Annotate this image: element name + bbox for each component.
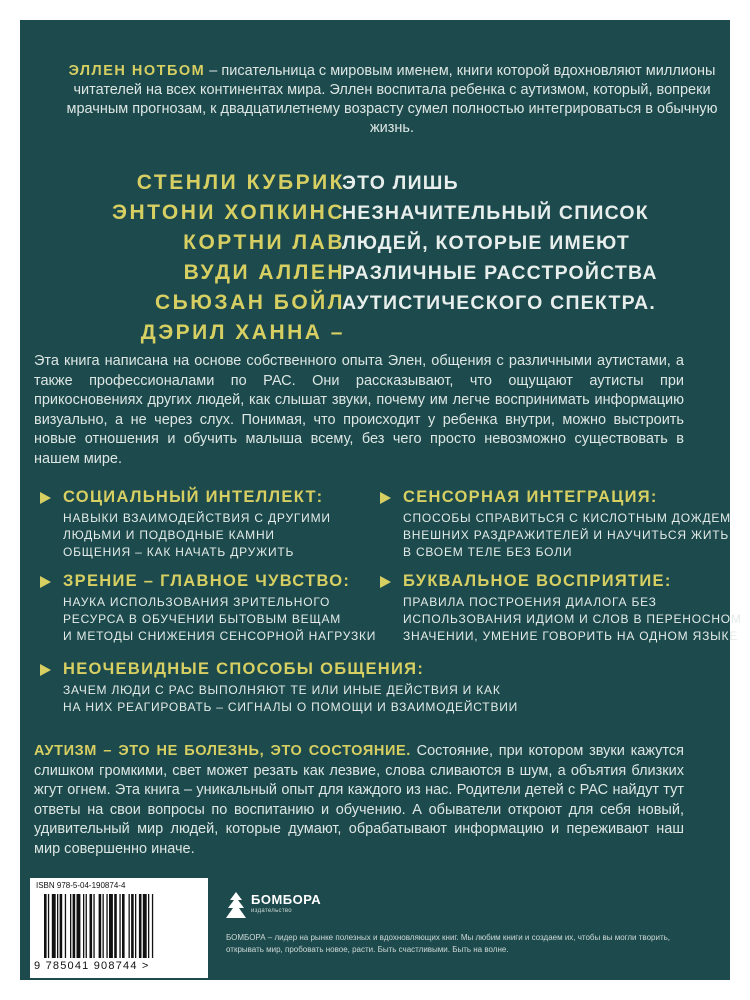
arrow-icon xyxy=(380,576,391,588)
name-item: ВУДИ АЛЛЕН xyxy=(183,261,345,284)
feature-line: ЗАЧЕМ ЛЮДИ С РАС ВЫПОЛНЯЮТ ТЕ ИЛИ ИНЫЕ ДЕЙСТВИЯ И КАК xyxy=(63,683,501,697)
caption-line: НЕЗНАЧИТЕЛЬНЫЙ СПИСОК xyxy=(342,202,649,224)
closing-text: Состояние, при котором звуки кажутся слишком громкими, свет может резать как лезвие, слова сливаются в шум, а объятия близких жгут огнем. Эта книга – уникальный опыт для каждого из нас. Родители детей с РАС найдут тут ответы на свои вопросы по воспитанию и обучению. А обыватели откроют для себя новый, удивительный мир людей, которые думают, обрабатывают информацию и переживают наш мир совершенно иначе. xyxy=(34,743,684,857)
names-caption xyxy=(342,168,662,318)
arrow-icon xyxy=(40,576,51,588)
closing-paragraph xyxy=(34,742,684,860)
name-item: ДЭРИЛ ХАННА – xyxy=(140,321,345,344)
barcode-panel xyxy=(30,878,208,978)
feature-line: ПРАВИЛА ПОСТРОЕНИЯ ДИАЛОГА БЕЗ xyxy=(403,595,657,609)
feature-title: ЗРЕНИЕ – ГЛАВНОЕ ЧУВСТВО: xyxy=(63,572,351,590)
feature-line: СПОСОБЫ СПРАВИТЬСЯ С КИСЛОТНЫМ ДОЖДЕМ xyxy=(403,511,731,525)
author-intro-text: – писательница с мировым именем, книги которой вдохновляют миллионы читателей на всех континентах мира. Эллен воспитала ребенка с аутизмом, который, вопреки мрачным прогнозам, к двадцатилетнему возрасту сумел полностью интегрироваться в обычную жизнь. xyxy=(66,63,718,136)
feature-line: НАУКА ИСПОЛЬЗОВАНИЯ ЗРИТЕЛЬНОГО xyxy=(63,595,331,609)
feature-line: НАВЫКИ ВЗАИМОДЕЙСТВИЯ С ДРУГИМИ xyxy=(63,511,331,525)
name-item: ЭНТОНИ ХОПКИНС xyxy=(112,201,345,224)
feature-line: НА НИХ РЕАГИРОВАТЬ – СИГНАЛЫ О ПОМОЩИ И ВЗАИМОДЕЙСТВИИ xyxy=(63,700,519,714)
feature-description xyxy=(63,594,376,645)
description-paragraph: Эта книга написана на основе собственного опыта Элен, общения с различными аутистами, а также профессионалами по РАС. Они рассказывают, что ощущают аутисты при прикосновениях других людей, как слышат звуки, почему им легче воспринимать информацию визуально, а не через слух. Понимая, что происходит у ребенка внутри, можно выстроить новые отношения и обучить малыша всему, без чего просто невозможно существовать в нашем мире. xyxy=(34,353,684,467)
barcode-number: 9 785041 908744 > xyxy=(34,960,150,972)
arrow-icon xyxy=(40,492,51,504)
feature-line: ВНЕШНИХ РАЗДРАЖИТЕЛЕЙ И НАУЧИТЬСЯ ЖИТЬ xyxy=(403,528,730,542)
feature-line: ЛЮДЬМИ И ПОДВОДНЫЕ КАМНИ xyxy=(63,528,275,542)
caption-line: РАЗЛИЧНЫЕ РАССТРОЙСТВА xyxy=(342,262,658,284)
feature-description xyxy=(403,510,731,561)
arrow-icon xyxy=(40,664,51,676)
caption-line: АУТИСТИЧЕСКОГО СПЕКТРА. xyxy=(342,292,656,314)
name-item: СТЕНЛИ КУБРИК xyxy=(136,171,345,194)
feature-title: НЕОЧЕВИДНЫЕ СПОСОБЫ ОБЩЕНИЯ: xyxy=(63,660,425,678)
feature-line: И МЕТОДЫ СНИЖЕНИЯ СЕНСОРНОЙ НАГРУЗКИ xyxy=(63,629,377,643)
barcode-icon xyxy=(44,894,202,958)
arrow-icon xyxy=(380,492,391,504)
caption-line: ЛЮДЕЙ, КОТОРЫЕ ИМЕЮТ xyxy=(342,232,631,254)
name-item: СЬЮЗАН БОЙЛ xyxy=(155,291,345,314)
name-item: КОРТНИ ЛАВ xyxy=(183,231,345,254)
back-cover xyxy=(20,20,742,980)
names-list xyxy=(80,168,345,348)
caption-line: ЭТО ЛИШЬ xyxy=(342,172,459,194)
logo-text: БОМБОРА xyxy=(251,892,322,907)
feature-title: СОЦИАЛЬНЫЙ ИНТЕЛЛЕКТ: xyxy=(63,488,324,506)
feature-description xyxy=(63,510,331,561)
feature-title: БУКВАЛЬНОЕ ВОСПРИЯТИЕ: xyxy=(403,572,672,590)
isbn-label: ISBN 978-5-04-190874-4 xyxy=(36,881,126,890)
feature-line: РЕСУРСА В ОБУЧЕНИИ БЫТОВЫМ ВЕЩАМ xyxy=(63,612,342,626)
feature-description xyxy=(403,594,742,645)
publisher-blurb: БОМБОРА – лидер на рынке полезных и вдохновляющих книг. Мы любим книги и создаем их, чтобы вы могли творить, открывать мир, пробовать новое, расти. Быть счастливыми. Быть на волне. xyxy=(226,933,670,954)
feature-line: ОБЩЕНИЯ – КАК НАЧАТЬ ДРУЖИТЬ xyxy=(63,545,295,559)
feature-title: СЕНСОРНАЯ ИНТЕГРАЦИЯ: xyxy=(403,488,658,506)
closing-lead: АУТИЗМ – ЭТО НЕ БОЛЕЗНЬ, ЭТО СОСТОЯНИЕ. xyxy=(34,743,411,759)
feature-line: ЗНАЧЕНИИ, УМЕНИЕ ГОВОРИТЬ НА ОДНОМ ЯЗЫКЕ xyxy=(403,629,739,643)
feature-line: В СВОЕМ ТЕЛЕ БЕЗ БОЛИ xyxy=(403,545,573,559)
feature-description xyxy=(63,682,518,716)
author-intro xyxy=(62,62,722,138)
feature-line: ИСПОЛЬЗОВАНИЯ ИДИОМ И СЛОВ В ПЕРЕНОСНОМ xyxy=(403,612,742,626)
logo-subtitle: издательство xyxy=(251,908,292,914)
author-name: ЭЛЛЕН НОТБОМ xyxy=(68,63,206,79)
